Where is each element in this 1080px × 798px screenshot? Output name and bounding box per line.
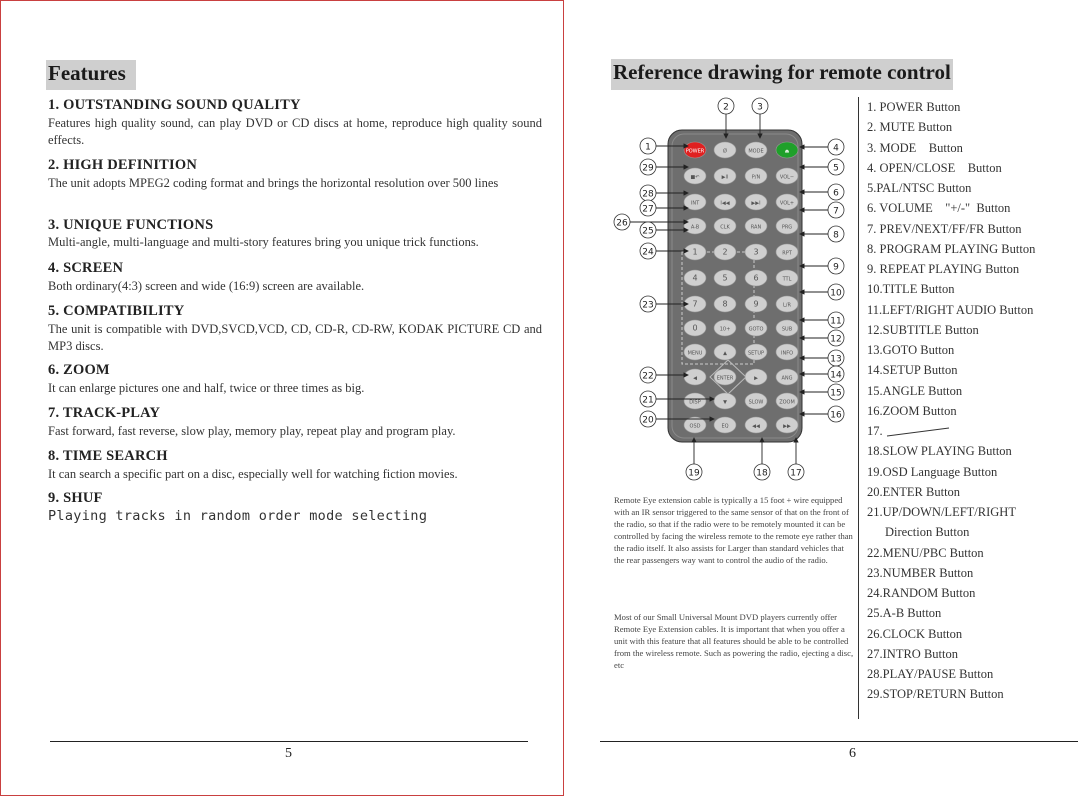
callout-number: 6 (833, 188, 839, 199)
n2-key (714, 244, 736, 260)
callout-number: 13 (830, 354, 842, 365)
legend-item: Direction Button (885, 525, 970, 540)
power-key-label: POWER (685, 148, 705, 155)
prog-key-label: PRG (781, 224, 793, 231)
enter-key-label: ENTER (716, 375, 734, 382)
callout-18 (754, 464, 770, 480)
n5-key-label: 5 (722, 273, 728, 283)
legend-item: 17. (867, 421, 1077, 441)
prev-key-label: I◀◀ (720, 200, 730, 207)
mode-key-label: MODE (748, 148, 764, 155)
n9-key-label: 9 (753, 299, 759, 309)
feature-body: Features high quality sound, can play DVD or CD discs at home, reproduce high quality sound effects. (48, 116, 542, 147)
rpt-key (776, 244, 798, 260)
page-number: 6 (849, 746, 856, 761)
feature-body: The unit adopts MPEG2 coding format and brings the horizontal resolution over 500 lines (48, 176, 499, 190)
goto-key (745, 320, 767, 336)
legend-item: 8. PROGRAM PLAYING Button (867, 241, 1036, 256)
legend-item: 11.LEFT/RIGHT AUDIO Button (867, 302, 1034, 317)
left-key (684, 369, 706, 385)
callout-number: 10 (830, 288, 842, 299)
n8-key (714, 296, 736, 312)
power-key (684, 142, 706, 158)
page-number: 5 (285, 746, 292, 761)
zoom-key (776, 393, 798, 409)
rand-key (745, 218, 767, 234)
footer-rule (600, 741, 1078, 742)
legend-item: 22.MENU/PBC Button (867, 545, 984, 560)
feature-title: 2. HIGH DEFINITION (48, 157, 198, 173)
legend-item: 25.A-B Button (867, 606, 942, 621)
mode-key (745, 142, 767, 158)
menu-key-label: MENU (687, 350, 703, 357)
callout-12 (828, 330, 844, 346)
legend-item: 1. POWER Button (867, 100, 961, 114)
open-key-label: ⏏ (784, 148, 790, 155)
feature-title: 9. SHUF (48, 490, 103, 506)
callout-20 (640, 411, 656, 427)
n6-key (745, 270, 767, 286)
callout-11 (828, 312, 844, 328)
callout-number: 19 (688, 468, 700, 479)
clock-key (714, 218, 736, 234)
left-key-label: ◀ (693, 375, 697, 382)
title-key (776, 270, 798, 286)
callout-number: 3 (757, 102, 763, 113)
feature-body: Multi-angle, multi-language and multi-story features bring you unique trick functions. (48, 235, 479, 249)
goto-key-label: GOTO (748, 326, 764, 333)
callout-number: 12 (830, 334, 842, 345)
callout-number: 24 (642, 247, 654, 258)
remote-heading: Reference drawing for remote control (611, 59, 953, 90)
stop-key-label: ■↶ (690, 174, 700, 181)
feature-title: 6. ZOOM (48, 362, 110, 378)
feature-title: 4. SCREEN (48, 260, 124, 276)
ab-key-label: A-B (690, 224, 700, 231)
legend-item: 21.UP/DOWN/LEFT/RIGHT (867, 505, 1016, 519)
right-key (745, 369, 767, 385)
legend-item: 6. VOLUME "+/-" Button (867, 201, 1011, 216)
callout-2 (718, 98, 734, 114)
legend-item: 18.SLOW PLAYING Button (867, 444, 1012, 459)
n10-key (714, 320, 736, 336)
n4-key (684, 270, 706, 286)
setup-key-label: SETUP (747, 350, 765, 357)
down-key (714, 393, 736, 409)
remote-drawing (610, 92, 860, 487)
callout-28 (640, 185, 656, 201)
mute-key (714, 142, 736, 158)
callout-number: 9 (833, 262, 839, 273)
remote-eye-note: Remote Eye extension cable is typically a 15 foot + wire equipped with an IR sensor triggered to the same sensor of that on the front of the radio, so that if the radio were to be remotely mounted it can be controlled by facing the wireless remote to the remote eye rather than the radio itself. It also assists for Larger than standard vehicles that the rear passengers way want to control the audio of the radio. (614, 495, 853, 565)
callout-number: 20 (642, 415, 654, 426)
stop-key (684, 168, 706, 184)
callout-number: 4 (833, 143, 839, 154)
open-key (776, 142, 798, 158)
feature-body: The unit is compatible with DVD,SVCD,VCD, CD, CD-R, CD-RW, KODAK PICTURE CD and MP3 discs. (48, 322, 542, 353)
volp-key (776, 194, 798, 210)
n3-key (745, 244, 767, 260)
n0-key (684, 320, 706, 336)
legend-item: 4. OPEN/CLOSE Button (867, 160, 1002, 175)
prog-key (776, 218, 798, 234)
up-key (714, 344, 736, 360)
callout-26 (614, 214, 630, 230)
callout-21 (640, 391, 656, 407)
intro-key-label: INT (690, 200, 700, 207)
play-key (714, 168, 736, 184)
legend-item: 26.CLOCK Button (867, 626, 963, 641)
legend-item: 27.INTRO Button (867, 646, 958, 661)
callout-number: 14 (830, 370, 842, 381)
legend-item: 19.OSD Language Button (867, 464, 998, 479)
button-legend (867, 97, 1077, 705)
n1-key (684, 244, 706, 260)
callout-25 (640, 222, 656, 238)
legend-item: 12.SUBTITLE Button (867, 322, 979, 337)
audio-key-label: L/R (783, 302, 791, 309)
clock-key-label: CLK (720, 224, 730, 231)
feature-title: 8. TIME SEARCH (48, 448, 168, 464)
callout-number: 25 (642, 226, 654, 237)
callout-number: 7 (833, 206, 839, 217)
fr-key (745, 417, 767, 433)
feature-title: 7. TRACK-PLAY (48, 405, 161, 421)
feature-body: It can enlarge pictures one and half, twice or three times as big. (48, 381, 365, 395)
callout-number: 15 (830, 388, 842, 399)
angle-key-label: ANG (781, 375, 793, 382)
ab-key (684, 218, 706, 234)
slow-key (745, 393, 767, 409)
footer-rule (50, 741, 528, 742)
callout-number: 23 (642, 300, 654, 311)
right-key-label: ▶ (754, 375, 758, 382)
zoom-key-label: ZOOM (779, 399, 795, 406)
n5-key (714, 270, 736, 286)
prev-key (714, 194, 736, 210)
callout-number: 2 (723, 102, 729, 113)
vol-key (776, 168, 798, 184)
pal-key (745, 168, 767, 184)
callout-9 (828, 258, 844, 274)
callout-number: 27 (642, 204, 654, 215)
callout-15 (828, 384, 844, 400)
callout-number: 5 (833, 163, 839, 174)
legend-item: 10.TITLE Button (867, 282, 955, 297)
mute-key-label: Ø (723, 148, 727, 155)
up-key-label: ▲ (723, 350, 727, 357)
n0-key-label: 0 (692, 323, 698, 333)
slow-key-label: SLOW (748, 399, 764, 406)
callout-27 (640, 200, 656, 216)
rpt-key-label: RPT (782, 250, 792, 257)
n10-key-label: 10+ (719, 326, 731, 333)
extra2-key (684, 393, 706, 409)
callout-4 (828, 139, 844, 155)
title-key-label: TTL (782, 276, 792, 283)
legend-item: 5.PAL/NTSC Button (867, 181, 972, 195)
callout-16 (828, 406, 844, 422)
callout-23 (640, 296, 656, 312)
rand-key-label: RAN (750, 224, 762, 231)
legend-item: 16.ZOOM Button (867, 403, 957, 418)
down-key-label: ▼ (723, 399, 727, 406)
enter-key (714, 369, 736, 385)
callout-number: 17 (790, 468, 802, 479)
callout-number: 29 (642, 163, 654, 174)
vol-key-label: VOL− (779, 174, 795, 181)
feature-title: 5. COMPATIBILITY (48, 303, 185, 319)
callout-5 (828, 159, 844, 175)
play-key-label: ▶II (721, 174, 729, 181)
legend-item: 7. PREV/NEXT/FF/FR Button (867, 221, 1022, 236)
audio-key (776, 296, 798, 312)
legend-item: 2. MUTE Button (867, 120, 953, 135)
callout-10 (828, 284, 844, 300)
callout-number: 28 (642, 189, 654, 200)
extra3-key (714, 417, 736, 433)
legend-item: 23.NUMBER Button (867, 565, 974, 580)
fr-key-label: ◀◀ (752, 423, 760, 430)
sub-key-label: SUB (781, 326, 793, 333)
n7-key-label: 7 (692, 299, 698, 309)
callout-number: 18 (756, 468, 768, 479)
callout-number: 22 (642, 371, 654, 382)
feature-body: Fast forward, fast reverse, slow play, memory play, repeat play and program play. (48, 424, 456, 438)
callout-19 (686, 464, 702, 480)
n1-key-label: 1 (692, 247, 698, 257)
n6-key-label: 6 (753, 273, 759, 283)
feature-body: Playing tracks in random order mode selecting (48, 508, 428, 524)
column-divider (858, 97, 859, 719)
n4-key-label: 4 (692, 273, 698, 283)
callout-number: 21 (642, 395, 654, 406)
legend-item: 9. REPEAT PLAYING Button (867, 262, 1020, 276)
callout-number: 16 (830, 410, 842, 421)
legend-item: 3. MODE Button (867, 140, 963, 155)
legend-item: 20.ENTER Button (867, 484, 961, 499)
feature-title: 1. OUTSTANDING SOUND QUALITY (48, 97, 301, 113)
features-heading: Features (46, 60, 136, 90)
legend-item: 28.PLAY/PAUSE Button (867, 667, 994, 681)
feature-title: 3. UNIQUE FUNCTIONS (48, 217, 214, 233)
extra1-key-label: INFO (780, 350, 794, 357)
ff-key-label: ▶▶ (783, 423, 791, 430)
callout-22 (640, 367, 656, 383)
remote-eye-note-2: Most of our Small Universal Mount DVD players currently offer Remote Eye Extension cables. It is important that when you offer a unit with this feature that all features should be able to be controlled from the wireless remote. Such as powering the radio, ejecting a disc, etc (614, 612, 854, 670)
volp-key-label: VOL+ (779, 200, 795, 207)
osd-key-label: OSD (689, 423, 701, 430)
setup-key (745, 344, 767, 360)
n9-key (745, 296, 767, 312)
callout-7 (828, 202, 844, 218)
callout-number: 8 (833, 230, 839, 241)
next-key-label: ▶▶I (751, 200, 761, 207)
ff-key (776, 417, 798, 433)
callout-8 (828, 226, 844, 242)
extra1-key (776, 344, 798, 360)
callout-number: 11 (830, 316, 842, 327)
legend-item: 13.GOTO Button (867, 343, 955, 357)
callout-24 (640, 243, 656, 259)
n2-key-label: 2 (722, 247, 728, 257)
sub-key (776, 320, 798, 336)
blank-line-icon (883, 426, 953, 438)
legend-item: 24.RANDOM Button (867, 586, 976, 600)
callout-1 (640, 138, 656, 154)
callout-29 (640, 159, 656, 175)
callout-number: 26 (616, 218, 628, 229)
n3-key-label: 3 (753, 247, 759, 257)
callout-6 (828, 184, 844, 200)
callout-number: 1 (645, 142, 651, 153)
callout-17 (788, 464, 804, 480)
legend-item: 29.STOP/RETURN Button (867, 687, 1004, 702)
feature-body: It can search a specific part on a disc, especially well for watching fiction movies. (48, 467, 458, 481)
remote-svg (610, 92, 860, 487)
feature-body: Both ordinary(4:3) screen and wide (16:9) screen are available. (48, 279, 365, 293)
menu-key (684, 344, 706, 360)
angle-key (776, 369, 798, 385)
pal-key-label: P/N (751, 174, 761, 181)
next-key (745, 194, 767, 210)
extra2-key-label: DISP (689, 399, 701, 406)
callout-14 (828, 366, 844, 382)
callout-13 (828, 350, 844, 366)
callout-3 (752, 98, 768, 114)
extra3-key-label: EQ (721, 423, 729, 430)
legend-item: 15.ANGLE Button (867, 383, 963, 398)
legend-item: 14.SETUP Button (867, 363, 958, 378)
n8-key-label: 8 (722, 299, 728, 309)
